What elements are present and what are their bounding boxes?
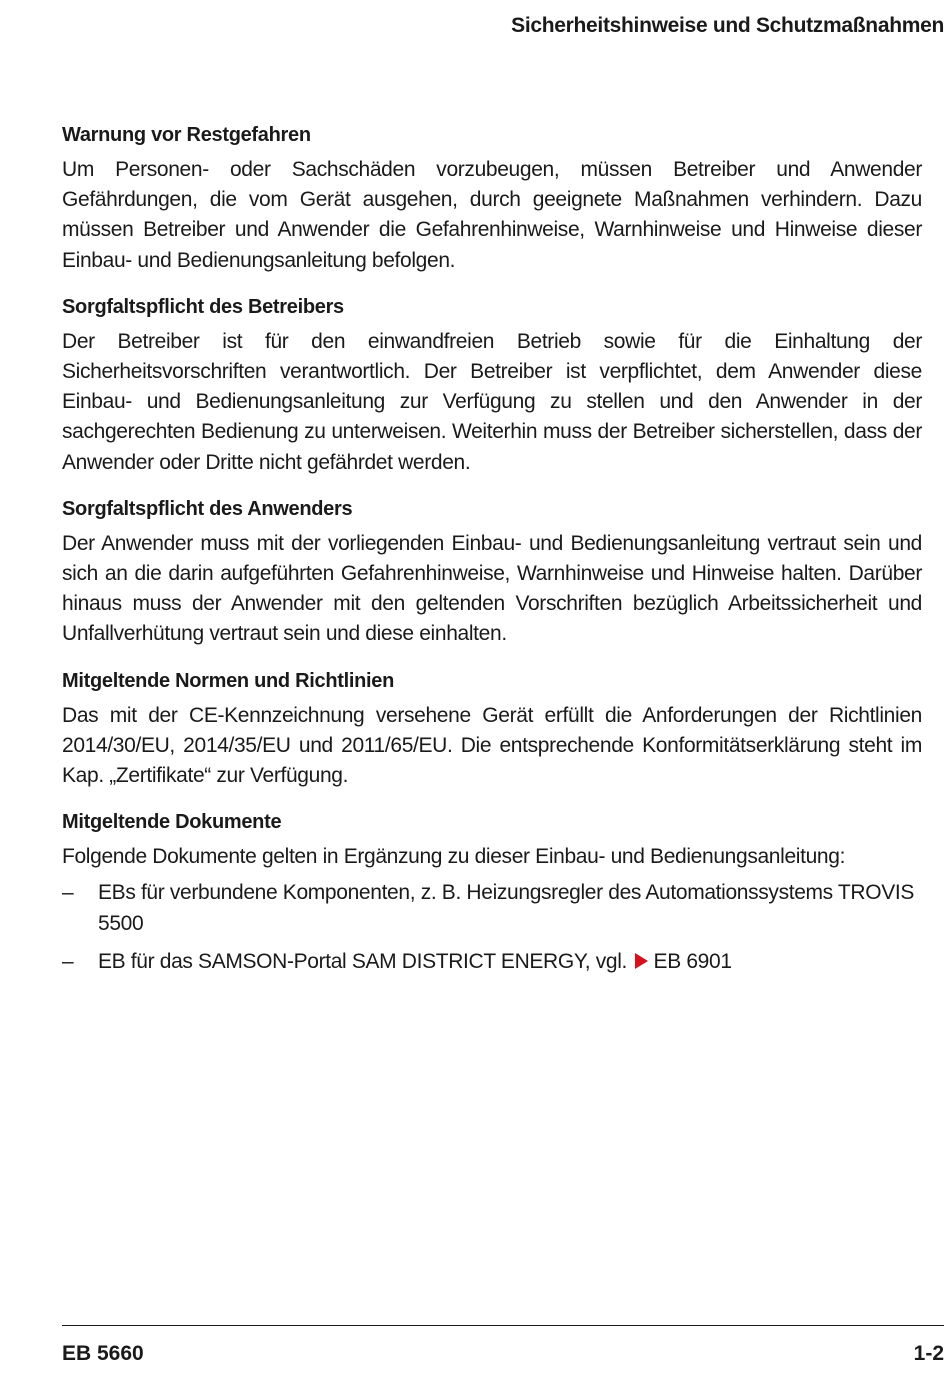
section-paragraph: Der Anwender muss mit der vorliegenden Einbau- und Bedienungsanleitung vertraut sein und sich an die darin aufgeführten Gefahrenhinweise, Warnhinweise und Hinweise halten. Darüber hinaus muss der Anwender mit den geltenden Vorschriften bezüglich Arbeitssicherheit und Unfallverhütung vertraut sein und diese einhalten. <box>62 531 922 646</box>
section-heading: Sorgfaltspflicht des Anwenders <box>62 497 353 520</box>
footer-divider <box>62 1325 944 1326</box>
cross-reference-link[interactable]: EB 6901 <box>653 949 732 973</box>
section-sorgfaltspflicht-betreiber <box>62 293 922 478</box>
section-paragraph: Folgende Dokumente gelten in Ergänzung zu dieser Einbau- und Bedienungsanleitung: <box>62 845 846 869</box>
list-item <box>62 878 922 938</box>
list-item-text: EB für das SAMSON-Portal SAM DISTRICT ENERGY, vgl. <box>98 949 628 973</box>
section-mitgeltende-dokumente <box>62 808 922 977</box>
section-heading: Sorgfaltspflicht des Betreibers <box>62 295 344 318</box>
section-paragraph: Das mit der CE-Kennzeichnung versehene Gerät erfüllt die Anforderungen der Richtlinien 2014/30/EU, 2014/35/EU und 2011/65/EU. Die entsprechende Konformitätserklärung steht im Kap. „Zertifikate“ zur Verfügung. <box>62 703 922 788</box>
footer-page-number: 1-2 <box>913 1342 944 1365</box>
dash-bullet: – <box>62 949 74 973</box>
document-body <box>62 121 922 994</box>
section-paragraph: Um Personen- oder Sachschäden vorzubeugen, müssen Betreiber und Anwender Gefährdungen, die vom Gerät ausgehen, durch geeignete Maßnahmen verhindern. Dazu müssen Betreiber und Anwender die Gefahrenhinweise, Warnhinweise und Hinweise dieser Einbau- und Bedienungsanleitung befolgen. <box>62 158 922 272</box>
list-item-text: EBs für verbundene Komponenten, z. B. Heizungsregler des Automationssystems TROVIS 5500 <box>98 881 915 935</box>
section-heading: Warnung vor Restgefahren <box>62 124 311 146</box>
section-normen-richtlinien <box>62 667 922 792</box>
document-list <box>62 878 922 977</box>
dash-bullet: – <box>62 881 74 905</box>
page-header-title: Sicherheitshinweise und Schutzmaßnahmen <box>511 14 944 37</box>
list-item <box>62 947 922 977</box>
section-paragraph: Der Betreiber ist für den einwandfreien Betrieb sowie für die Einhaltung der Sicherheitsvorschriften verantwortlich. Der Betreiber ist verpflichtet, dem Anwender diese Einbau- und Bedienungsanleitung zur Verfügung zu stellen und den Anwender in der sachgerechten Bedienung zu unterweisen. Weiterhin muss der Betreiber sicherstellen, dass der Anwender oder Dritte nicht gefährdet werden. <box>62 329 922 474</box>
reference-arrow-icon <box>635 953 648 969</box>
section-heading: Mitgeltende Normen und Richtlinien <box>62 669 395 692</box>
footer-document-id: EB 5660 <box>62 1342 144 1365</box>
section-heading: Mitgeltende Dokumente <box>62 811 282 834</box>
section-warnung-restgefahren <box>62 121 922 276</box>
section-sorgfaltspflicht-anwender <box>62 495 922 650</box>
